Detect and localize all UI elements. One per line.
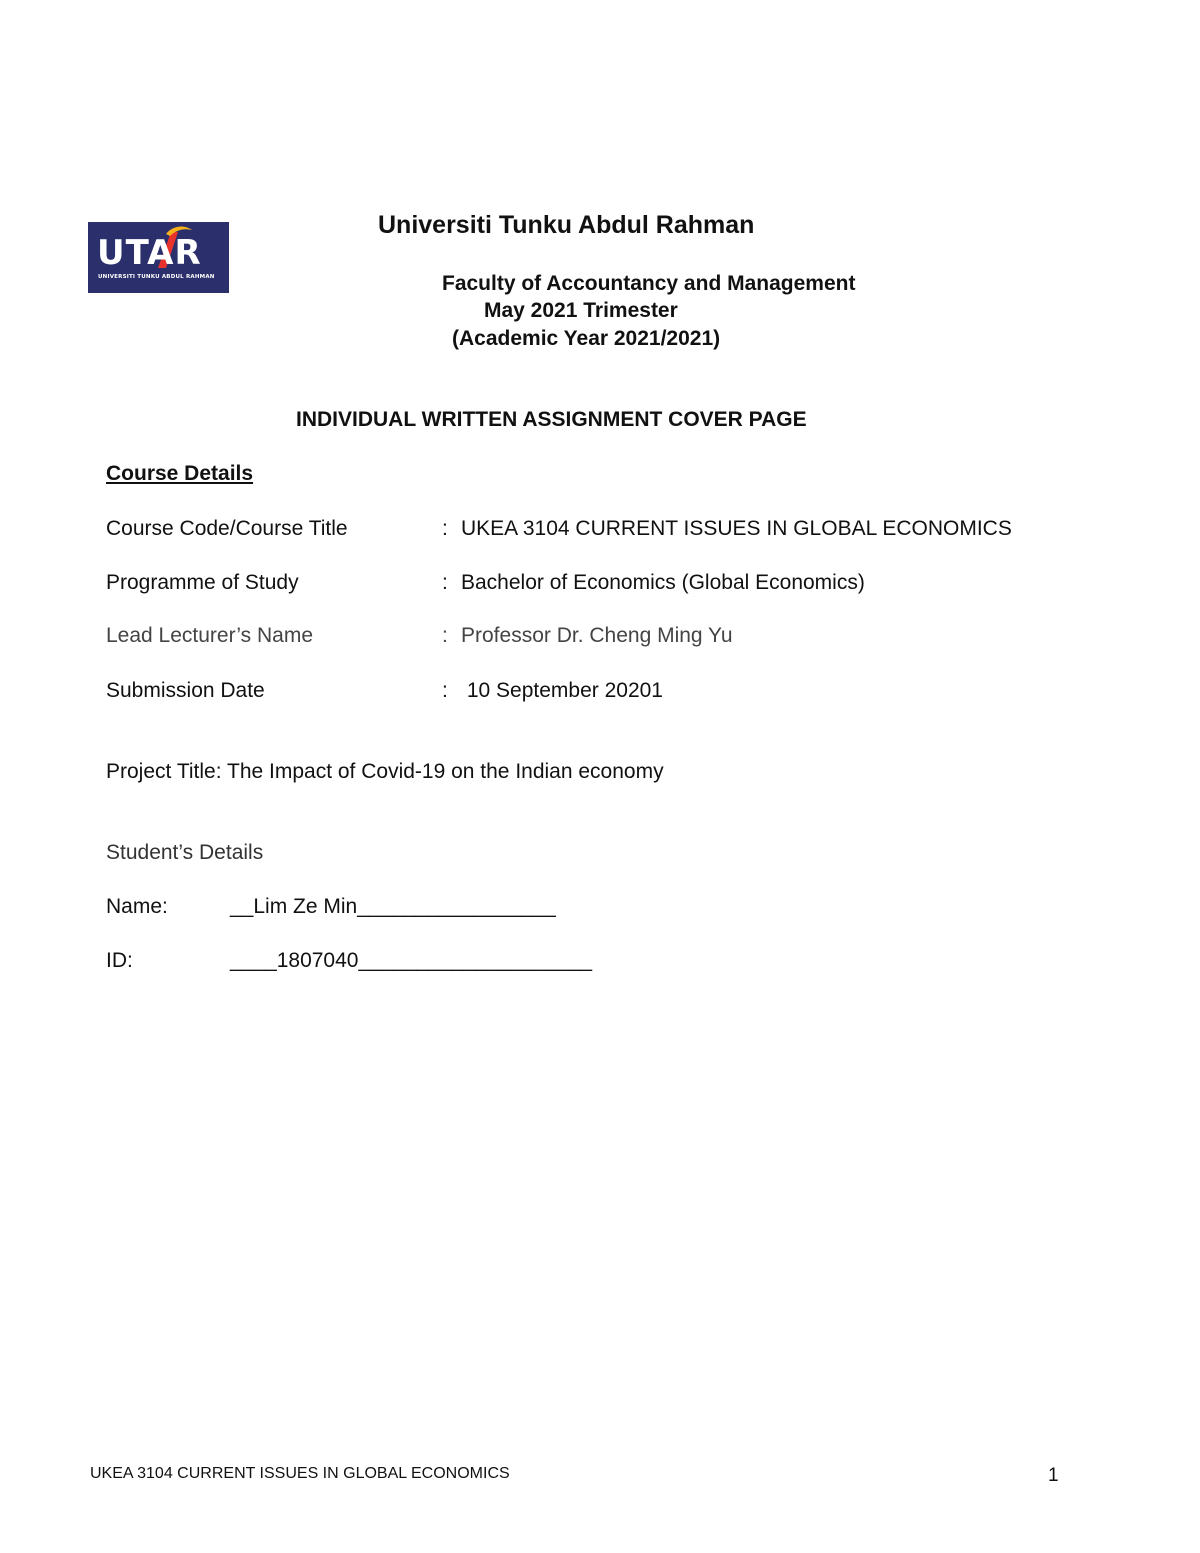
utar-logo [88, 222, 229, 293]
project-title: Project Title: The Impact of Covid-19 on the Indian economy [106, 760, 664, 783]
course-details-heading: Course Details [106, 462, 254, 485]
student-name-label: Name: [106, 895, 168, 918]
faculty-name: Faculty of Accountancy and Management [442, 272, 856, 295]
course-code-label: Course Code/Course Title [106, 517, 348, 540]
submission-date-label: Submission Date [106, 679, 265, 702]
course-code-colon: : [442, 517, 448, 540]
page-number: 1 [1048, 1465, 1059, 1486]
lecturer-value: Professor Dr. Cheng Ming Yu [461, 624, 733, 647]
university-name: Universiti Tunku Abdul Rahman [378, 211, 755, 239]
programme-colon: : [442, 571, 448, 594]
submission-date-colon: : [442, 679, 448, 702]
logo-main-text: UTAR [97, 233, 202, 273]
trimester: May 2021 Trimester [484, 299, 678, 322]
lecturer-label: Lead Lecturer’s Name [106, 624, 314, 647]
student-name-value: __Lim Ze Min_________________ [230, 895, 556, 918]
programme-label: Programme of Study [106, 571, 299, 594]
logo-sub-text: UNIVERSITI TUNKU ABDUL RAHMAN [98, 274, 215, 280]
lecturer-colon: : [442, 624, 448, 647]
student-id-value: ____1807040____________________ [230, 949, 593, 972]
cover-page-title: INDIVIDUAL WRITTEN ASSIGNMENT COVER PAGE [296, 408, 807, 431]
footer-course-title: UKEA 3104 CURRENT ISSUES IN GLOBAL ECONOMICS [90, 1465, 510, 1482]
student-details-heading: Student’s Details [106, 841, 264, 864]
programme-value: Bachelor of Economics (Global Economics) [461, 571, 865, 594]
submission-date-value: 10 September 20201 [461, 679, 663, 702]
student-id-label: ID: [106, 949, 133, 972]
academic-year: (Academic Year 2021/2021) [452, 327, 721, 350]
course-code-value: UKEA 3104 CURRENT ISSUES IN GLOBAL ECONOMICS [461, 517, 1012, 540]
